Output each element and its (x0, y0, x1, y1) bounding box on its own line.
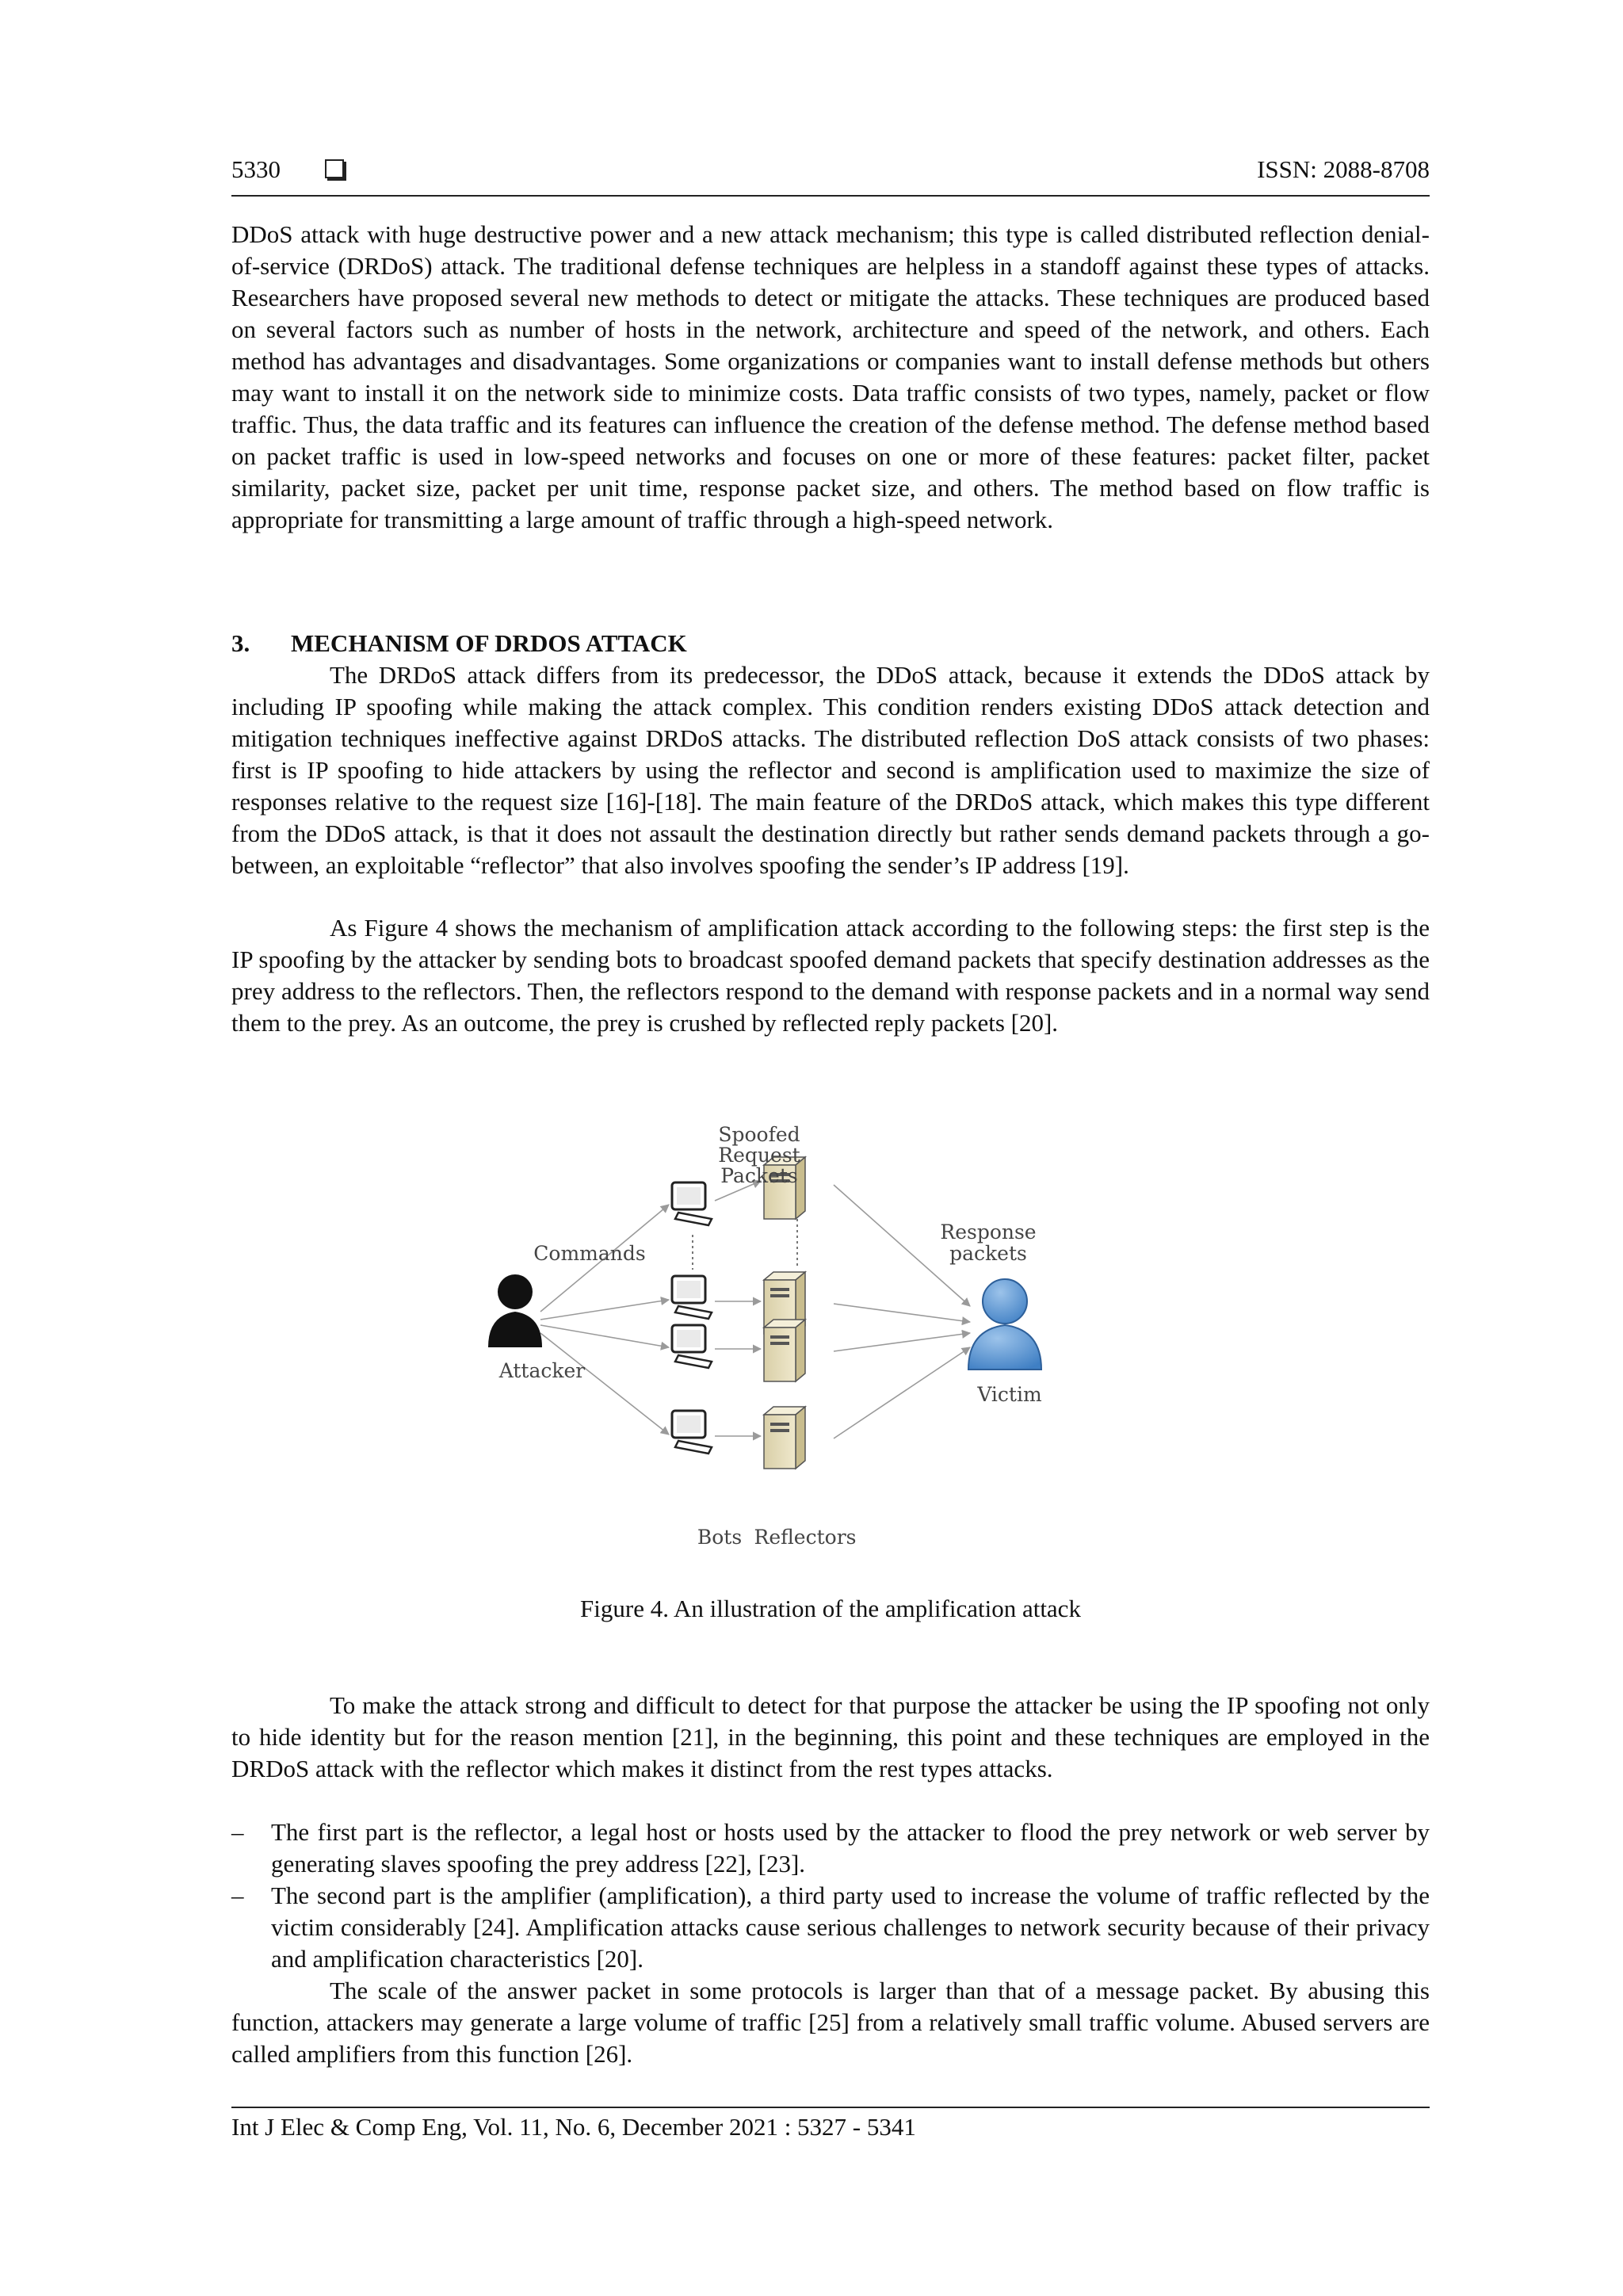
figure-label-commands: Commands (533, 1242, 646, 1265)
bullet-text: The first part is the reflector, a legal host or hosts used by the attacker to flood the prey network or web server by generating slaves spoofing the prey address [22], [23]. (271, 1818, 1430, 1878)
page-number: 5330 (231, 155, 281, 183)
section-number: 3. (231, 629, 250, 657)
bot-computer-icon (672, 1411, 712, 1454)
figure-label-victim: Victim (977, 1383, 1042, 1406)
bot-computer-icon (672, 1325, 712, 1368)
figure-label-spoofed: Spoofed (718, 1123, 800, 1146)
page-footer (231, 2107, 1430, 2141)
attacker-icon (488, 1274, 542, 1347)
section-paragraph-1: The DRDoS attack differs from its predecessor, the DDoS attack, because it extends the DDoS attack by including IP spoofing while making the attack complex. This condition renders existing DDoS attack detection and mitigation techniques ineffective against DRDoS attacks. The distributed reflection DoS attack consists of two phases: first is IP spoofing to hide attackers by using the reflector and second is amplification used to maximize the size of responses relative to the request size [16]-[18]. The main feature of the DRDoS attack, which makes this type different from the DDoS attack, is that it does not assault the destination directly but rather sends demand packets through a go-between, an exploitable “reflector” that also involves spoofing the sender’s IP address [19]. (231, 661, 1430, 879)
bot-computer-icon (672, 1182, 712, 1225)
figure-label-reflectors: Reflectors (754, 1526, 857, 1549)
figure-label-response-packets: packets (949, 1242, 1027, 1265)
bullet-dash: – (231, 1818, 244, 1846)
intro-paragraph: DDoS attack with huge destructive power and a new attack mechanism; this type is called distributed reflection denial-of-service (DRDoS) attack. The traditional defense techniques are helpless in a standoff against these types of attacks. Researchers have proposed several new methods to detect or mitigate the attacks. These techniques are produced based on several factors such as number of hosts in the network, architecture and speed of the network, and others. Each method has advantages and disadvantages. Some organizations or companies want to install defense methods but others may want to install it on the network side to minimize costs. Data traffic consists of two types, namely, packet or flow traffic. Thus, the data traffic and its features can influence the creation of the defense method. The defense method based on packet traffic is used in low-speed networks and focuses on one or more of these features: packet filter, packet similarity, packet size, packet per unit time, response packet size, and others. The method based on flow traffic is appropriate for transmitting a large amount of traffic through a high-speed network. (231, 220, 1430, 533)
spoofed-request-arrows (715, 1181, 761, 1436)
figure-label-request: Request (718, 1144, 800, 1167)
victim-icon (968, 1279, 1041, 1370)
amplification-attack-figure (485, 1117, 1151, 1561)
issn-label: ISSN: 2088-8708 (1257, 155, 1430, 183)
paragraph-after-figure: To make the attack strong and difficult to detect for that purpose the attacker be using the IP spoofing not only to hide identity but for the reason mention [21], in the beginning, this point and these techniques are employed in the DRDoS attack with the reflector which makes it distinct from the rest types attacks. (231, 1691, 1430, 1782)
reflector-server-icon (764, 1407, 805, 1469)
page-header (231, 155, 1430, 197)
section-title: MECHANISM OF DRDOS ATTACK (291, 629, 687, 657)
footer-citation: Int J Elec & Comp Eng, Vol. 11, No. 6, December 2021 : 5327 - 5341 (231, 2113, 916, 2141)
final-paragraph: The scale of the answer packet in some protocols is larger than that of a message packet. By abusing this function, attackers may generate a large volume of traffic [25] from a relatively small traffic volume. Abused servers are called amplifiers from this function [26]. (231, 1977, 1430, 2068)
command-arrows (540, 1205, 669, 1435)
section-paragraph-2: As Figure 4 shows the mechanism of amplification attack according to the following steps: the first step is the IP spoofing by the attacker by sending bots to broadcast spoofed demand packets that specify destination addresses as the prey address to the reflectors. Then, the reflectors respond to the demand with response packets and in a normal way send them to the prey. As an outcome, the prey is crushed by reflected reply packets [20]. (231, 914, 1430, 1037)
bullet-text: The second part is the amplifier (amplification), a third party used to increase the volume of traffic reflected by the victim considerably [24]. Amplification attacks cause serious challenges to network security because of their privacy and amplification characteristics [20]. (271, 1881, 1430, 1973)
list-item (231, 1817, 1430, 1880)
figure-label-response: Response (940, 1221, 1037, 1244)
list-item (231, 1880, 1430, 1975)
section-heading (231, 629, 687, 658)
square-bullet-icon (325, 159, 344, 178)
figure-caption: Figure 4. An illustration of the amplification attack (580, 1595, 1081, 1622)
reflector-server-icon (764, 1320, 805, 1381)
figure-label-bots: Bots (697, 1526, 743, 1549)
figure-label-packets: Packets (720, 1164, 798, 1187)
bot-computer-icon (672, 1276, 712, 1319)
figure-label-attacker: Attacker (498, 1359, 586, 1382)
bullet-dash: – (231, 1881, 244, 1909)
